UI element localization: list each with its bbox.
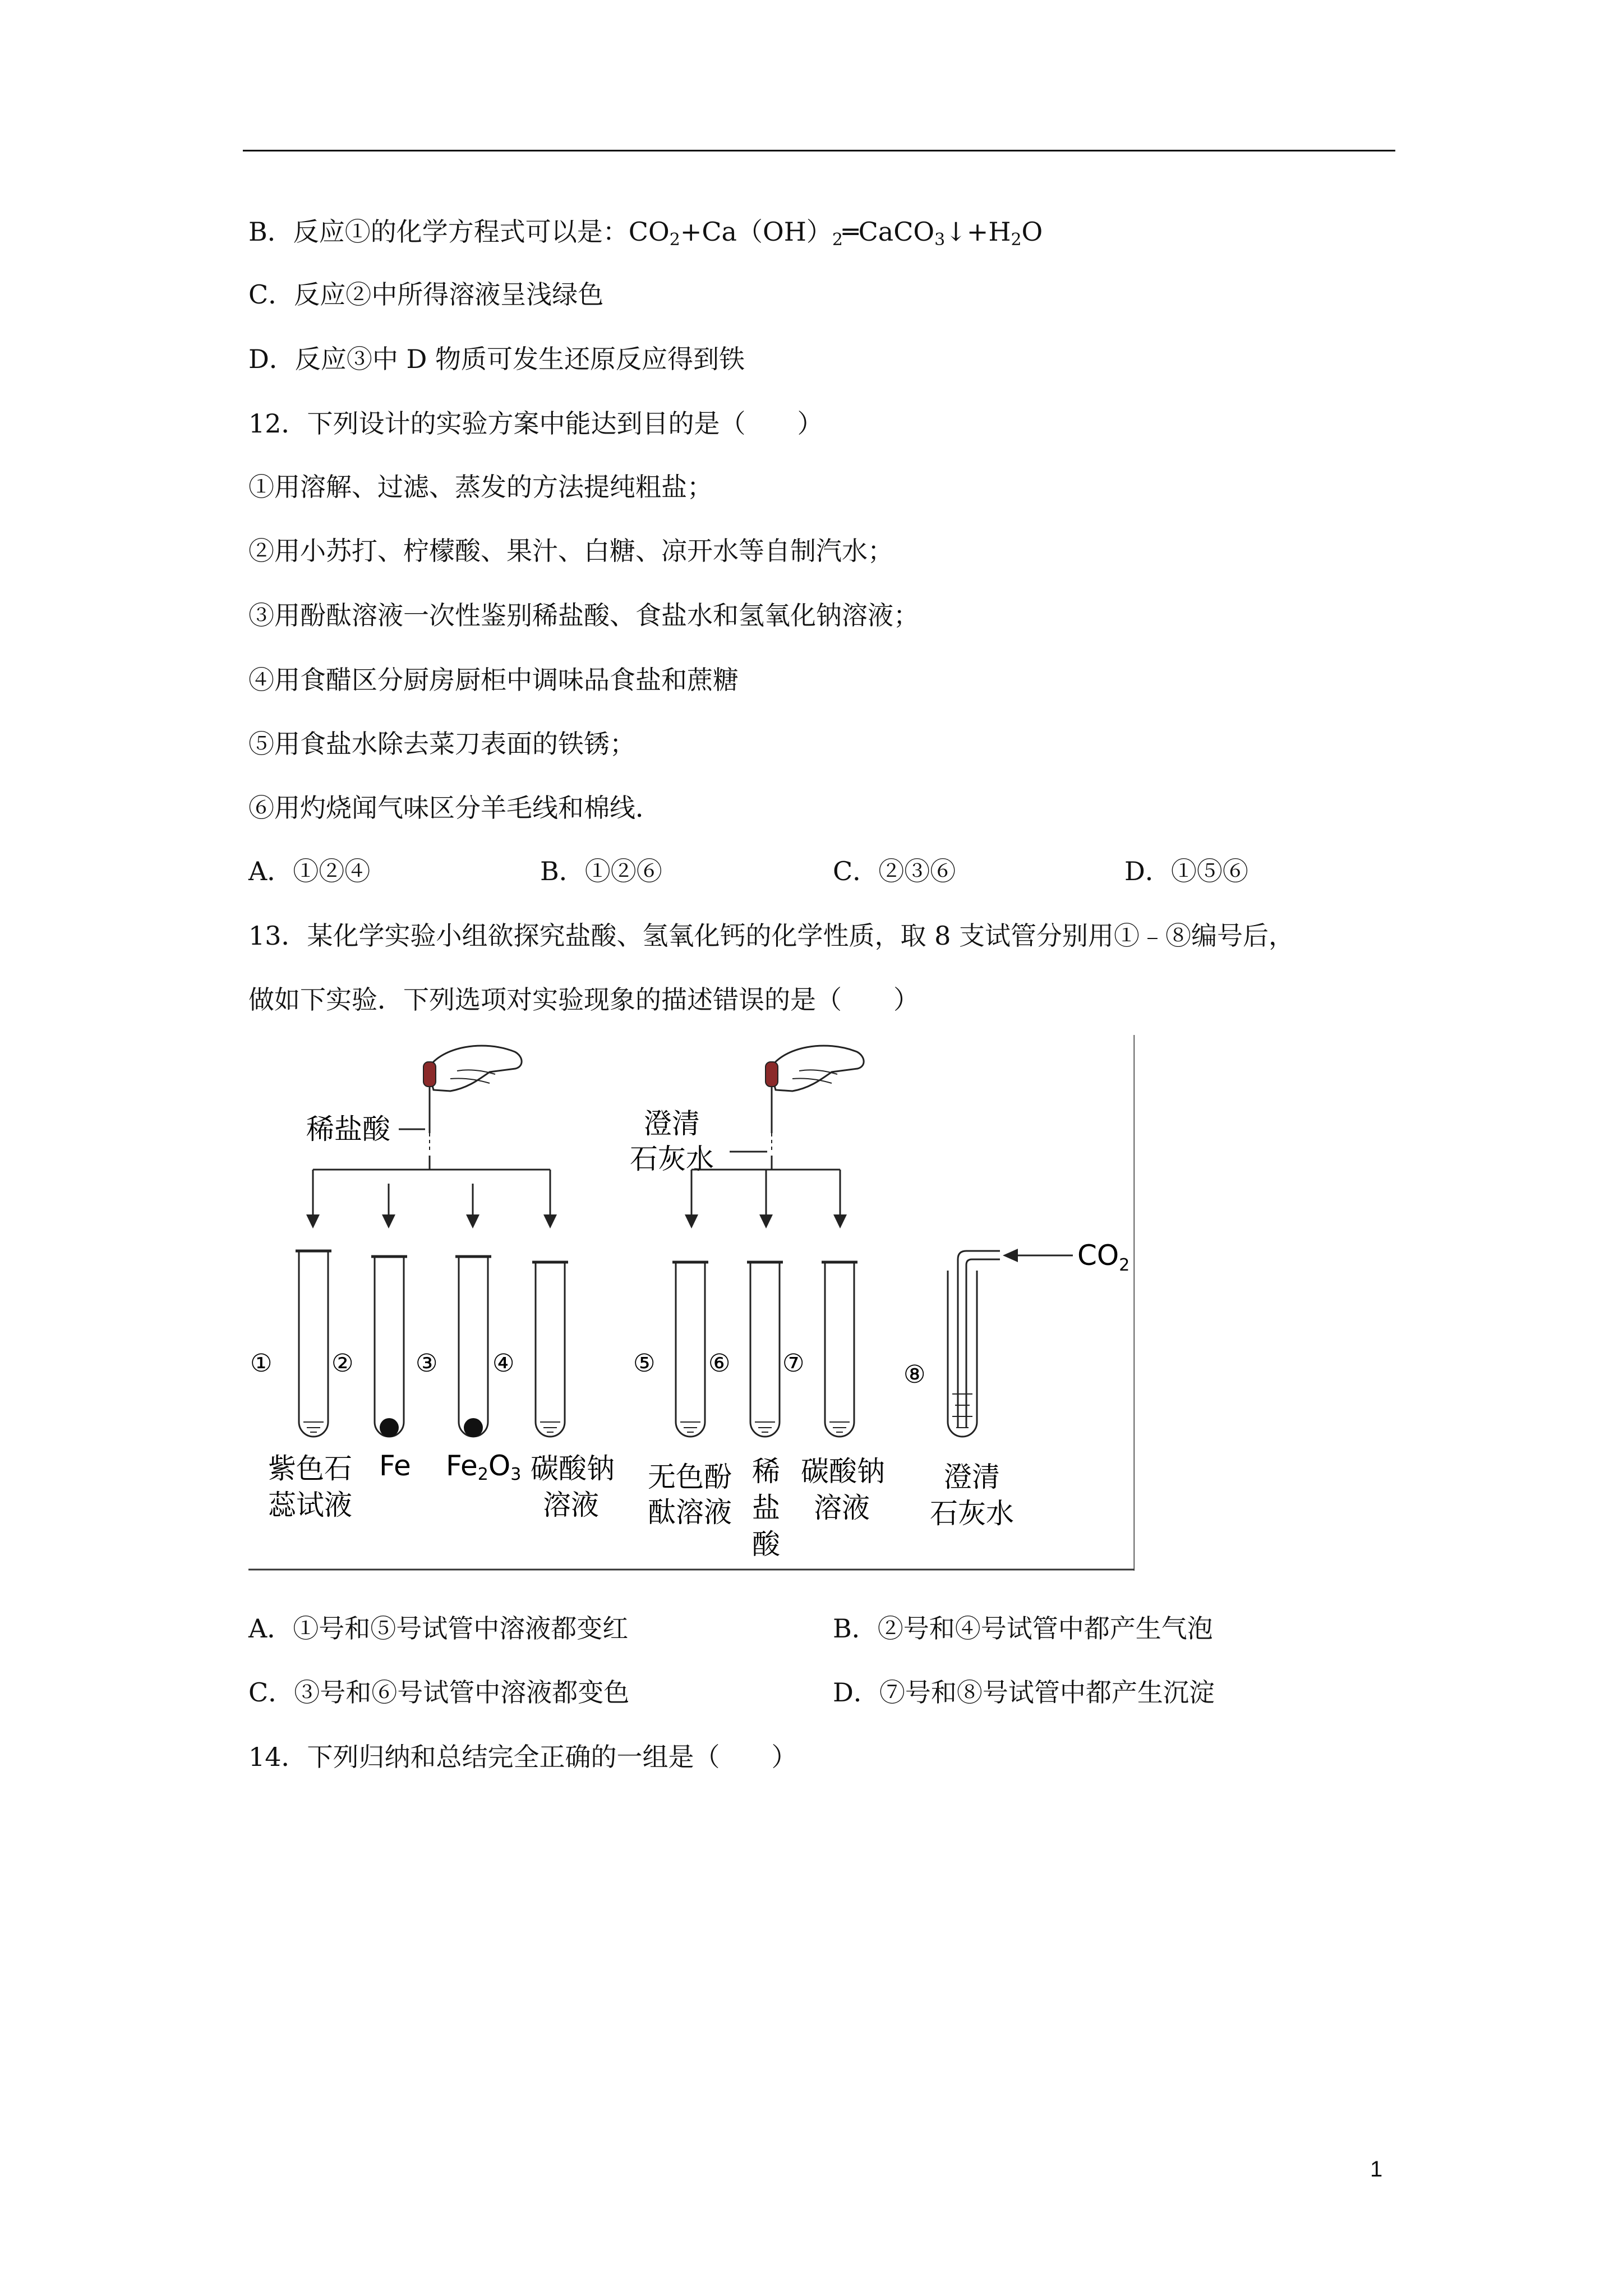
q13-option-d: D．⑦号和⑧号试管中都产生沉淀 xyxy=(833,1677,1215,1708)
label-co2: $CO_2$ xyxy=(1077,1239,1130,1275)
test-tube-5 xyxy=(676,1262,705,1437)
label-tube4-line1: 碳酸钠 xyxy=(531,1452,615,1485)
tube-number-5: ⑤ xyxy=(633,1349,656,1378)
q13-stem-line1: 13．某化学实验小组欲探究盐酸、氢氧化钙的化学性质，取 8 支试管分别用①﹣⑧编号后， xyxy=(248,921,1295,951)
test-tube-2 xyxy=(375,1257,404,1437)
label-tube5-line2: 酞溶液 xyxy=(648,1496,732,1529)
q13-option-a: A．①号和⑤号试管中溶液都变红 xyxy=(248,1613,629,1644)
label-tube8-line2: 石灰水 xyxy=(930,1497,1014,1530)
q12-item-5: ⑤用食盐水除去菜刀表面的铁锈； xyxy=(248,729,635,759)
label-tube5-line1: 无色酚 xyxy=(648,1461,732,1493)
q12-stem: 12．下列设计的实验方案中能达到目的是（ ） xyxy=(248,408,823,439)
q12-option-b: B．①②⑥ xyxy=(540,856,662,886)
q12-option-d: D．①⑤⑥ xyxy=(1124,856,1248,886)
q13-experiment-figure xyxy=(248,1035,1135,1571)
q12-option-c: C．②③⑥ xyxy=(833,856,956,886)
label-tube6-line3: 酸 xyxy=(752,1528,780,1561)
label-tube1-line1: 紫色石 xyxy=(268,1452,352,1485)
q12-option-a: A．①②④ xyxy=(248,856,371,886)
label-tube6-line1: 稀 xyxy=(752,1455,780,1488)
test-tube-4 xyxy=(536,1262,565,1437)
header-rule xyxy=(243,150,1395,151)
q12-item-6: ⑥用灼烧闻气味区分羊毛线和棉线． xyxy=(248,793,661,823)
q11-option-d: D．反应③中 D 物质可发生还原反应得到铁 xyxy=(248,344,745,374)
label-limewater-line2: 石灰水 xyxy=(630,1143,714,1175)
label-tube4-line2: 溶液 xyxy=(543,1489,599,1521)
iron-oxide-solid xyxy=(464,1418,483,1437)
iron-solid xyxy=(380,1418,399,1437)
test-tube-7 xyxy=(825,1262,854,1437)
tube-number-1: ① xyxy=(250,1349,273,1378)
q12-item-1: ①用溶解、过滤、蒸发的方法提纯粗盐； xyxy=(248,472,713,502)
q11-option-c: C．反应②中所得溶液呈浅绿色 xyxy=(248,279,604,310)
page-number: 1 xyxy=(1370,2157,1383,2182)
test-tube-3 xyxy=(459,1257,488,1437)
q14-stem: 14．下列归纳和总结完全正确的一组是（ ） xyxy=(248,1742,797,1772)
test-tube-1 xyxy=(299,1251,328,1437)
tube-number-7: ⑦ xyxy=(782,1349,805,1378)
q13-option-c: C．③号和⑥号试管中溶液都变色 xyxy=(248,1677,630,1708)
tube-number-6: ⑥ xyxy=(708,1349,731,1378)
tube-number-2: ② xyxy=(331,1349,354,1378)
label-tube3: Fe2O3 xyxy=(446,1450,522,1484)
tube-number-3: ③ xyxy=(416,1349,438,1378)
label-limewater-line1: 澄清 xyxy=(644,1107,700,1140)
right-dropper-hand-icon xyxy=(766,1046,864,1150)
q13-option-b: B．②号和④号试管中都产生气泡 xyxy=(833,1613,1213,1644)
q12-item-2: ②用小苏打、柠檬酸、果汁、白糖、凉开水等自制汽水； xyxy=(248,536,893,566)
tube-number-4: ④ xyxy=(492,1349,515,1378)
test-tube-6 xyxy=(750,1262,780,1437)
label-tube1-line2: 蕊试液 xyxy=(268,1489,352,1521)
left-distribution-arrows xyxy=(313,1156,550,1220)
q11-option-b: B．反应①的化学方程式可以是：$CO_2+Ca(OH)_2═CaCO_3↓+H_2O$ xyxy=(248,217,1043,250)
label-tube7-line2: 溶液 xyxy=(814,1492,870,1524)
q13-stem-line2: 做如下实验．下列选项对实验现象的描述错误的是（ ） xyxy=(248,984,919,1015)
q12-item-4: ④用食醋区分厨房厨柜中调味品食盐和蔗糖 xyxy=(248,665,739,695)
label-tube2: Fe xyxy=(379,1450,411,1482)
label-tube6-line2: 盐 xyxy=(752,1492,780,1524)
label-tube7-line1: 碳酸钠 xyxy=(801,1455,885,1488)
tube-number-8: ⑧ xyxy=(903,1360,926,1389)
label-dilute-hcl: 稀盐酸 xyxy=(306,1113,390,1145)
left-dropper-hand-icon xyxy=(423,1046,522,1150)
label-tube8-line1: 澄清 xyxy=(944,1461,1000,1493)
test-tube-8 xyxy=(948,1271,977,1437)
q12-item-3: ③用酚酞溶液一次性鉴别稀盐酸、食盐水和氢氧化钠溶液； xyxy=(248,600,919,631)
